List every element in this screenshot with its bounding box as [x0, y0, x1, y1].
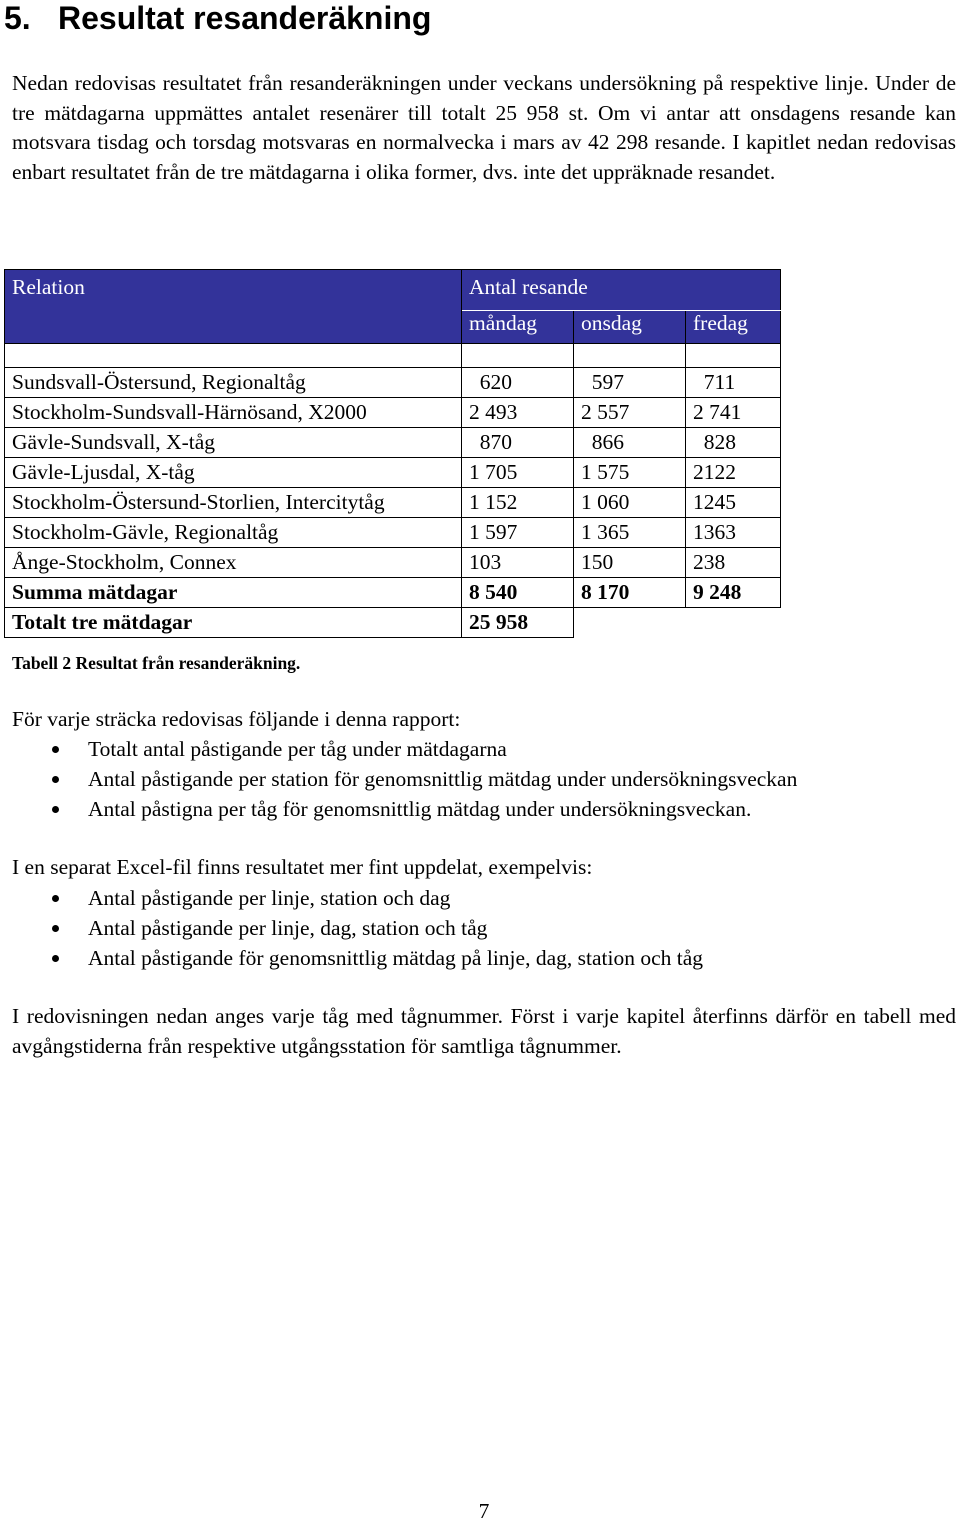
row-value-monday: 620	[462, 368, 574, 398]
bullet-icon	[52, 955, 59, 962]
section1-list	[0, 734, 797, 825]
section-heading	[4, 0, 431, 38]
list-item: Antal påstigande per linje, dag, station och tåg	[0, 913, 703, 943]
table-caption: Tabell 2 Resultat från resanderäkning.	[12, 653, 301, 673]
table-row	[5, 428, 781, 458]
row-value-wednesday: 150	[574, 548, 686, 578]
bullet-icon	[52, 806, 59, 813]
sum-label: Summa mätdagar	[5, 578, 462, 608]
table-spacer-row	[5, 344, 781, 368]
sum-value-monday: 8 540	[462, 578, 574, 608]
header-relation: Relation	[5, 270, 462, 344]
closing-paragraph: I redovisningen nedan anges varje tåg med tågnummer. Först i varje kapitel återfinns därför en tabell med avgångstiderna från respektive utgångsstation för samtliga tågnummer.	[12, 1004, 956, 1058]
header-day-wednesday: onsdag	[574, 311, 686, 344]
bullet-icon	[52, 746, 59, 753]
row-relation: Ånge-Stockholm, Connex	[5, 548, 462, 578]
row-value-monday: 1 705	[462, 458, 574, 488]
table-sum-row	[5, 578, 781, 608]
list-item: Antal påstigande per station för genomsnittlig mätdag under undersökningsveckan	[0, 764, 797, 794]
table-row	[5, 398, 781, 428]
row-relation: Stockholm-Östersund-Storlien, Intercitytåg	[5, 488, 462, 518]
total-value: 25 958	[462, 608, 574, 638]
row-value-wednesday: 2 557	[574, 398, 686, 428]
row-value-wednesday: 866	[574, 428, 686, 458]
row-value-monday: 870	[462, 428, 574, 458]
row-value-wednesday: 1 365	[574, 518, 686, 548]
table-row	[5, 518, 781, 548]
section-title: Resultat resanderäkning	[58, 0, 432, 36]
row-value-friday: 1245	[686, 488, 781, 518]
row-relation: Stockholm-Sundsvall-Härnösand, X2000	[5, 398, 462, 428]
row-relation: Stockholm-Gävle, Regionaltåg	[5, 518, 462, 548]
list-item: Antal påstigna per tåg för genomsnittlig mätdag under undersökningsveckan.	[0, 794, 797, 824]
section-number: 5.	[4, 0, 31, 36]
row-relation: Gävle-Ljusdal, X-tåg	[5, 458, 462, 488]
row-relation: Gävle-Sundsvall, X-tåg	[5, 428, 462, 458]
row-value-wednesday: 1 060	[574, 488, 686, 518]
total-label: Totalt tre mätdagar	[5, 608, 462, 638]
table-row	[5, 368, 781, 398]
row-relation: Sundsvall-Östersund, Regionaltåg	[5, 368, 462, 398]
sum-value-wednesday: 8 170	[574, 578, 686, 608]
intro-paragraph: Nedan redovisas resultatet från resanderäkningen under veckans undersökning på respektive linje. Under de tre mätdagarna uppmättes antalet resenärer till totalt 25 958 st. Om vi antar att onsdagens resande kan motsvara tisdag och torsdag motsvaras en normalvecka i mars av 42 298 resande. I kapitlet nedan redovisas enbart resultatet från de tre mätdagarna i olika former, dvs. inte det uppräknade resandet.	[12, 71, 956, 185]
bullet-icon	[52, 895, 59, 902]
section1-lead: För varje sträcka redovisas följande i denna rapport:	[12, 707, 461, 731]
sum-value-friday: 9 248	[686, 578, 781, 608]
bullet-icon	[52, 776, 59, 783]
results-table	[4, 269, 781, 638]
table-header-row	[5, 270, 781, 311]
bullet-icon	[52, 925, 59, 932]
row-value-friday: 1363	[686, 518, 781, 548]
row-value-monday: 2 493	[462, 398, 574, 428]
list-item: Totalt antal påstigande per tåg under mätdagarna	[0, 734, 797, 764]
page-number: 7	[478, 1499, 490, 1523]
row-value-monday: 1 152	[462, 488, 574, 518]
header-day-monday: måndag	[462, 311, 574, 344]
section2-list	[0, 883, 703, 974]
section2-lead: I en separat Excel-fil finns resultatet mer fint uppdelat, exempelvis:	[12, 855, 593, 879]
list-item: Antal påstigande för genomsnittlig mätdag på linje, dag, station och tåg	[0, 943, 703, 973]
row-value-friday: 828	[686, 428, 781, 458]
row-value-wednesday: 597	[574, 368, 686, 398]
row-value-monday: 103	[462, 548, 574, 578]
table-row	[5, 458, 781, 488]
row-value-monday: 1 597	[462, 518, 574, 548]
row-value-friday: 711	[686, 368, 781, 398]
header-antal-resande: Antal resande	[462, 270, 781, 311]
row-value-wednesday: 1 575	[574, 458, 686, 488]
row-value-friday: 238	[686, 548, 781, 578]
table-row	[5, 488, 781, 518]
row-value-friday: 2122	[686, 458, 781, 488]
table-total-row	[5, 608, 781, 638]
row-value-friday: 2 741	[686, 398, 781, 428]
table-row	[5, 548, 781, 578]
header-day-friday: fredag	[686, 311, 781, 344]
list-item: Antal påstigande per linje, station och dag	[0, 883, 703, 913]
